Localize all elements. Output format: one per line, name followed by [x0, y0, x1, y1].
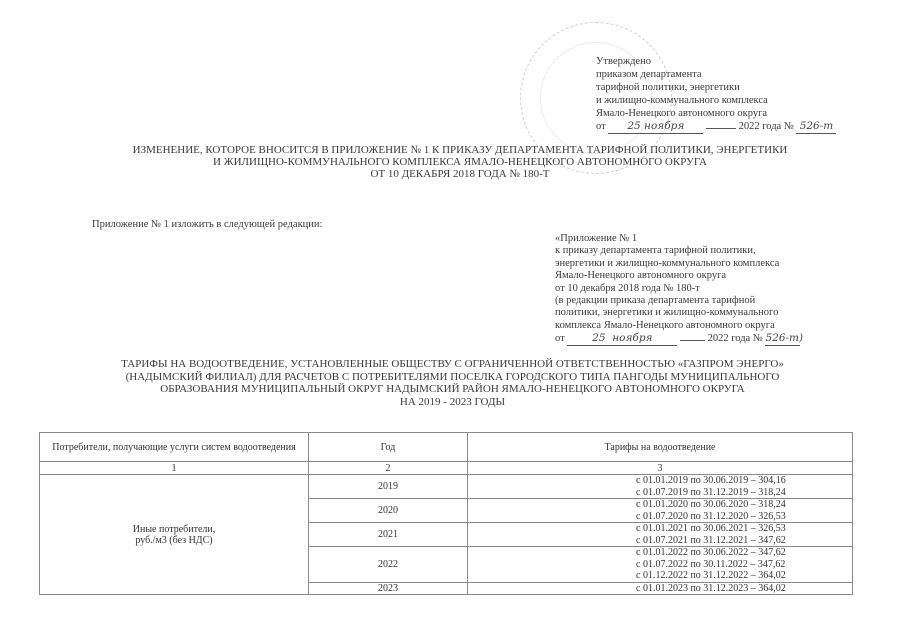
changes-heading	[40, 144, 880, 180]
date-day: 25	[627, 120, 641, 132]
column-number-row	[40, 462, 853, 475]
tariffs-table	[39, 432, 853, 595]
date-handwritten	[567, 332, 677, 345]
heading-line: ИЗМЕНЕНИЕ, КОТОРОЕ ВНОСИТСЯ В ПРИЛОЖЕНИЕ № 1 К ПРИКАЗУ ДЕПАРТАМЕНТА ТАРИФНОЙ ПОЛИТИКИ, ЭНЕРГЕТИКИ	[132, 144, 788, 156]
rate-line: с 01.01.2020 по 30.06.2020 – 318,24	[636, 499, 786, 510]
rate-line: с 01.07.2020 по 31.12.2020 – 326,53	[636, 510, 786, 522]
rates-cell	[468, 499, 853, 523]
date-day: 25	[592, 332, 606, 345]
approval-line: приказом департамента	[596, 69, 702, 80]
appendix-line: комплекса Ямало-Ненецкого автономного округа	[555, 319, 775, 331]
heading-line: ОБРАЗОВАНИЯ МУНИЦИПАЛЬНЫЙ ОКРУГ НАДЫМСКИЙ РАЙОН ЯМАЛО-НЕНЕЦКОГО АВТОНОМНОГО ОКРУГА	[160, 383, 745, 395]
consumer-line: руб./м3 (без НДС)	[135, 534, 213, 546]
date-blank	[680, 340, 705, 341]
date-month: ноября	[612, 332, 653, 345]
order-number: 526-т)	[765, 332, 804, 345]
rate-line: с 01.07.2019 по 31.12.2019 – 318,24	[636, 486, 786, 498]
order-number: 526-т	[796, 120, 836, 134]
rate-line: с 01.01.2021 по 30.06.2021 – 326,53	[636, 523, 786, 534]
rates-cell	[468, 547, 853, 583]
column-number: 3	[468, 462, 853, 475]
appendix-line: «Приложение № 1	[555, 233, 638, 244]
column-number: 2	[309, 462, 468, 475]
approval-line: тарифной политики, энергетики	[596, 82, 740, 93]
approval-block	[596, 55, 896, 134]
rate-line: с 01.12.2022 по 31.12.2022 – 364,02	[636, 570, 786, 581]
appendix-line: к приказу департамента тарифной политики,	[555, 245, 756, 257]
appendix-date-line	[555, 332, 855, 345]
heading-line: ТАРИФЫ НА ВОДООТВЕДЕНИЕ, УСТАНОВЛЕННЫЕ ОБЩЕСТВУ С ОГРАНИЧЕННОЙ ОТВЕТСТВЕННОСТЬЮ «ГАЗПРОМ ЭНЕРГО»	[121, 358, 784, 370]
approval-line: Ямало-Ненецкого автономного округа	[596, 108, 768, 119]
appendix-line: политики, энергетики и жилищно-коммунального	[555, 307, 779, 319]
year-cell: 2019	[309, 475, 468, 499]
rate-line: с 01.07.2022 по 30.11.2022 – 347,62	[636, 558, 786, 570]
rates-cell	[468, 475, 853, 499]
heading-line: (НАДЫМСКИЙ ФИЛИАЛ) ДЛЯ РАСЧЕТОВ С ПОТРЕБИТЕЛЯМИ ПОСЕЛКА ГОРОДСКОГО ТИПА ПАНГОДЫ МУНИЦИПАЛЬНОГО	[125, 370, 780, 383]
date-handwritten	[608, 120, 703, 134]
table-row	[40, 475, 853, 499]
date-month: ноября	[644, 120, 685, 132]
consumer-cell	[40, 475, 309, 595]
year-cell: 2020	[309, 499, 468, 523]
approval-line: и жилищно-коммунального комплекса	[596, 95, 768, 106]
rates-cell	[468, 523, 853, 547]
header-year: Год	[309, 433, 468, 462]
rate-line: с 01.01.2022 по 30.06.2022 – 347,62	[636, 547, 786, 558]
rates-cell	[468, 582, 853, 595]
consumer-line: Иные потребители,	[132, 523, 216, 535]
date-blank	[706, 128, 736, 129]
date-prefix: от	[596, 121, 606, 132]
rate-line: с 01.01.2019 по 30.06.2019 – 304,16	[636, 475, 786, 486]
rate-line: с 01.07.2021 по 31.12.2021 – 347,62	[636, 534, 786, 546]
rate-line: с 01.01.2023 по 31.12.2023 – 364,02	[636, 582, 786, 594]
heading-line: НА 2019 - 2023 ГОДЫ	[399, 395, 506, 408]
tariffs-heading	[25, 358, 880, 408]
year-cell: 2023	[309, 582, 468, 595]
column-number: 1	[40, 462, 309, 475]
date-year: 2022 года №	[707, 333, 763, 345]
date-prefix: от	[555, 333, 565, 345]
heading-line: И ЖИЛИЩНО-КОММУНАЛЬНОГО КОМПЛЕКСА ЯМАЛО-НЕНЕЦКОГО АВТОНОМНОГО ОКРУГА	[213, 156, 707, 168]
appendix-line: от 10 декабря 2018 года № 180-т	[555, 282, 700, 294]
header-consumers: Потребители, получающие услуги систем водоотведения	[40, 433, 309, 462]
appendix-line: Ямало-Ненецкого автономного округа	[555, 270, 727, 282]
appendix-line: (в редакции приказа департамента тарифной	[555, 295, 756, 307]
approval-date-line	[596, 120, 896, 134]
date-year: 2022 года №	[738, 121, 794, 132]
heading-line: ОТ 10 ДЕКАБРЯ 2018 ГОДА № 180-Т	[370, 168, 550, 180]
intro-text: Приложение № 1 изложить в следующей редакции:	[92, 219, 323, 230]
approval-line: Утверждено	[596, 56, 651, 67]
appendix-block	[555, 233, 855, 346]
header-tariffs: Тарифы на водоотведение	[468, 433, 853, 462]
year-cell: 2021	[309, 523, 468, 547]
year-cell: 2022	[309, 547, 468, 583]
table-header-row	[40, 433, 853, 462]
appendix-line: энергетики и жилищно-коммунального комплекса	[555, 257, 780, 269]
